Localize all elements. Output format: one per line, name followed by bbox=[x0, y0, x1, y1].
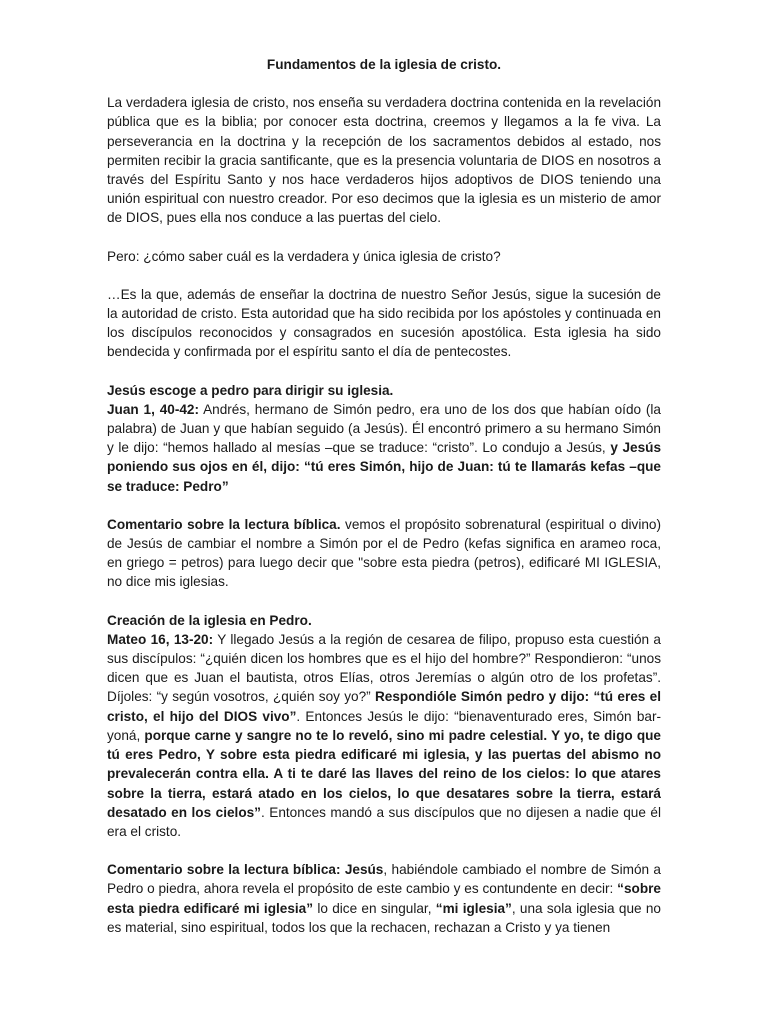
passage-text: Y llegado Jesús a la región de cesarea de filipo, propuso esta cuestión a sus discípulos: “¿quién dicen los hombres que es el hijo del hombre?” Respondieron: “unos dicen que es Juan el bautista, otros Elías, otros Jeremías o algún otro de los profetas”. Díjoles: “y según vosotros, ¿quién soy yo?” bbox=[107, 631, 661, 705]
commentary-bold-text: “mi iglesia” bbox=[435, 900, 512, 916]
juan-passage bbox=[107, 400, 661, 496]
passage-text: Andrés, hermano de Simón pedro, era uno de los dos que habían oído (la palabra) de Juan y que habían seguido (a Jesús). Él encontró primero a su hermano Simón y le dijo: “hemos hallado al mesías –que se traduce: “cristo”. Lo condujo a Jesús, bbox=[107, 401, 661, 456]
document-title: Fundamentos de la iglesia de cristo. bbox=[266, 57, 502, 72]
commentary-label: Comentario sobre la lectura bíblica: Jesús bbox=[107, 862, 384, 878]
commentary-paragraph-1 bbox=[107, 515, 661, 592]
commentary-text: , una sola iglesia que no es material, sino espiritual, todos los que la rechacen, rechazan a Cristo y ya tienen bbox=[107, 900, 661, 935]
section-heading-text: Creación de la iglesia en Pedro. bbox=[107, 612, 312, 628]
passage-bold-text: y Jesús poniendo sus ojos en él, dijo: “tú eres Simón, hijo de Juan: tú te llamarás kefas –que se traduce: Pedro” bbox=[107, 440, 662, 494]
commentary-text: lo dice en singular, bbox=[313, 900, 436, 916]
answer-paragraph: …Es la que, además de enseñar la doctrina de nuestro Señor Jesús, sigue la sucesión de la autoridad de cristo. Esta autoridad que ha sido recibida por los apóstoles y continuada en los discípulos reconocidos y consagrados en sucesión apostólica. Esta iglesia ha sido bendecida y confirmada por el espíritu santo el día de pentecostes. bbox=[107, 286, 661, 360]
passage-bold-text: porque carne y sangre no te lo reveló, sino mi padre celestial. Y yo, te digo que tú eres Pedro, Y sobre esta piedra edificaré mi iglesia, y las puertas del abismo no prevalecerán contra ella. A ti te daré las llaves del reino de los cielos: lo que atares sobre la tierra, estará atado en los cielos, lo que desatares sobre la tierra, estará desatado en los cielos” bbox=[107, 727, 661, 820]
passage-bold-text: Respondióle Simón pedro y dijo: “tú eres el cristo, el hijo del DIOS vivo” bbox=[107, 689, 661, 724]
commentary-label: Comentario sobre la lectura bíblica. bbox=[107, 516, 341, 532]
intro-paragraph: La verdadera iglesia de cristo, nos enseña su verdadera doctrina contenida en la revelación pública que es la biblia; por conocer esta doctrina, creemos y llegamos a la fe viva. La perseverancia en la doctrina y la recepción de los sacramentos debidos al estado, nos permiten recibir la gracia santificante, que es la presencia voluntaria de DIOS en nosotros a través del Espíritu Santo y nos hace verdaderos hijos adoptivos de DIOS teniendo una unión espiritual con nuestro creador. Por eso decimos que la iglesia es un misterio de amor de DIOS, pues ella nos conduce a las puertas del cielo. bbox=[107, 95, 661, 226]
commentary-text: vemos el propósito sobrenatural (espiritual o divino) de Jesús de cambiar el nombre a Simón por el de Pedro (kefas significa en arameo roca, en griego = petros) para luego decir que "sobre esta piedra (petros), edificaré MI IGLESIA, no dice mis iglesias. bbox=[107, 516, 661, 590]
mateo-passage bbox=[107, 630, 661, 841]
document-body bbox=[107, 55, 661, 956]
bible-reference: Juan 1, 40-42: bbox=[107, 401, 199, 417]
bible-reference: Mateo 16, 13-20: bbox=[107, 631, 214, 647]
section-heading-creacion bbox=[107, 611, 661, 630]
question-paragraph: Pero: ¿cómo saber cuál es la verdadera y única iglesia de cristo? bbox=[107, 248, 501, 264]
commentary-text: , habiéndole cambiado el nombre de Simón a Pedro o piedra, ahora revela el propósito de este cambio y es contundente en decir: bbox=[107, 862, 661, 897]
section-heading-pedro bbox=[107, 381, 661, 400]
section-heading-text: Jesús escoge a pedro para dirigir su iglesia. bbox=[107, 382, 394, 398]
commentary-paragraph-2 bbox=[107, 860, 661, 937]
passage-text: . Entonces Jesús le dijo: “bienaventurado eres, Simón bar-yoná, bbox=[107, 708, 661, 743]
passage-text: . Entonces mandó a sus discípulos que no dijesen a nadie que él era el cristo. bbox=[107, 804, 661, 839]
commentary-bold-text: “sobre esta piedra edificaré mi iglesia” bbox=[107, 881, 661, 916]
